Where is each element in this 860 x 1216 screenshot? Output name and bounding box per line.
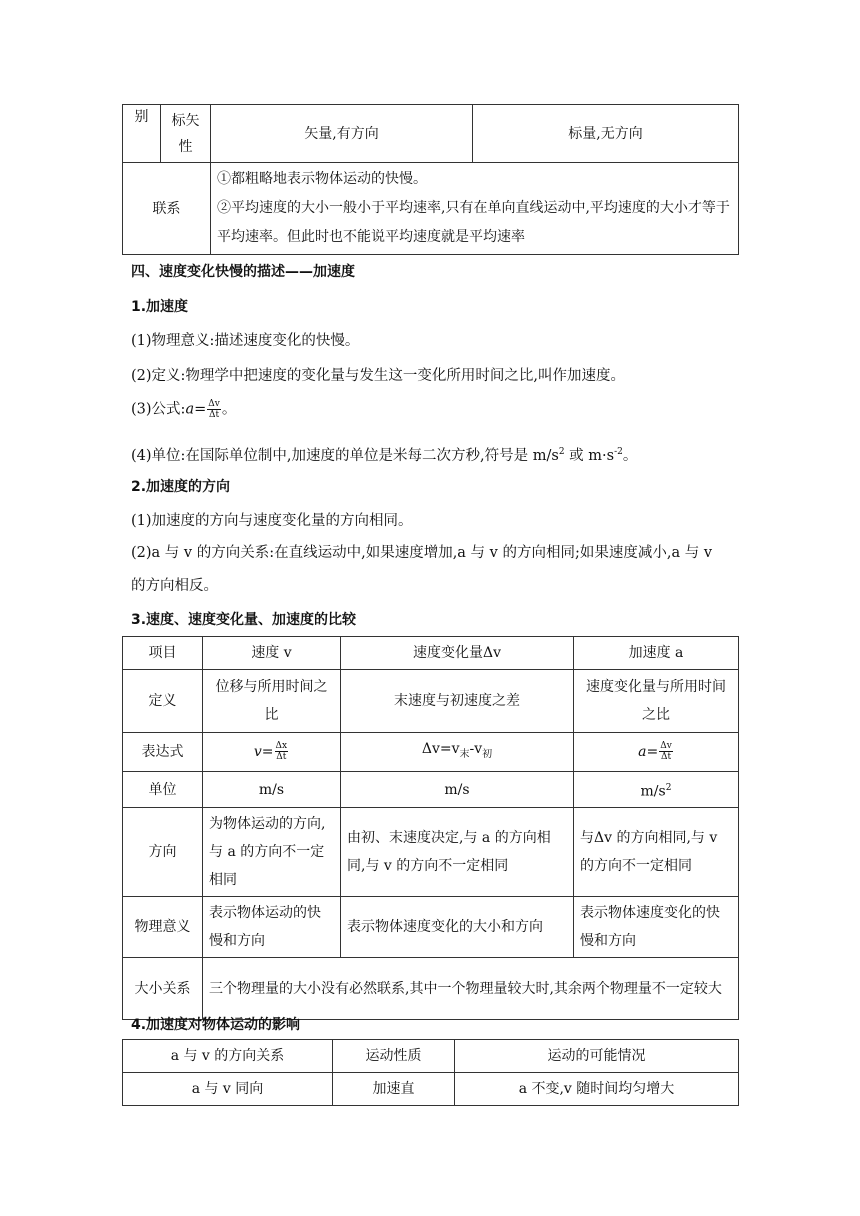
- subheading-comparison: 3.速度、速度变化量、加速度的比较: [131, 612, 357, 628]
- expr-dv-main: Δv=v: [421, 741, 460, 757]
- subheading-direction: 2.加速度的方向: [131, 479, 231, 495]
- expr-v-num: Δx: [275, 741, 288, 752]
- unit-ms2: m/s: [532, 447, 559, 464]
- expr-velocity: [203, 733, 341, 772]
- effect-header-relation: a 与 v 的方向关系: [123, 1040, 333, 1073]
- label-meaning: 物理意义: [123, 897, 203, 958]
- section-heading-4: 四、速度变化快慢的描述——加速度: [131, 264, 355, 280]
- effect-row1-motion: 加速直: [333, 1073, 455, 1106]
- header-velocity: 速度 v: [203, 637, 341, 670]
- header-acceleration: 加速度 a: [574, 637, 739, 670]
- formula-prefix: (3)公式:: [131, 401, 186, 418]
- para-formula: [131, 399, 236, 420]
- effect-table: [122, 1039, 739, 1106]
- para-direction-2-line2: 的方向相反。: [131, 578, 218, 594]
- para-unit: [131, 442, 637, 466]
- cell-vector: 矢量,有方向: [211, 105, 473, 163]
- expr-dv-mid: -v: [469, 741, 483, 757]
- para-direction-2-line1: (2)a 与 v 的方向关系:在直线运动中,如果速度增加,a 与 v 的方向相同;如果速度减小,a 与 v: [131, 545, 713, 561]
- subheading-acceleration: 1.加速度: [131, 299, 189, 315]
- expr-a-num: Δv: [660, 741, 672, 752]
- effect-row1-cases: a 不变,v 随时间均匀增大: [455, 1073, 739, 1106]
- dir-delta-v: 由初、末速度决定,与 a 的方向相同,与 v 的方向不一定相同: [341, 808, 574, 897]
- unit-ms-2: m·s: [588, 447, 615, 464]
- cell-lianxi-content: [211, 163, 739, 255]
- unit-a-base: m/s: [640, 783, 666, 800]
- size-relation-text: 三个物理量的大小没有必然联系,其中一个物理量较大时,其余两个物理量不一定较大: [203, 958, 739, 1020]
- para-direction-1: (1)加速度的方向与速度变化量的方向相同。: [131, 513, 413, 529]
- unit-end: 。: [622, 447, 638, 464]
- effect-header-cases: 运动的可能情况: [455, 1040, 739, 1073]
- expr-v-lhs: v=: [253, 743, 274, 760]
- unit-or: 或: [564, 447, 589, 464]
- expr-dv-sub-start: 初: [482, 748, 493, 760]
- unit-delta-v: m/s: [341, 771, 574, 808]
- unit-prefix: (4)单位:在国际单位制中,加速度的单位是米每二次方秒,符号是: [131, 447, 533, 464]
- expr-acceleration: [574, 733, 739, 772]
- label-size-relation: 大小关系: [123, 958, 203, 1020]
- formula-eq: =: [194, 401, 207, 418]
- formula-denominator: Δt: [208, 410, 220, 420]
- label-definition: 定义: [123, 670, 203, 733]
- unit-a-sup: 2: [665, 782, 672, 793]
- meaning-acceleration: 表示物体速度变化的快慢和方向: [574, 897, 739, 958]
- header-item: 项目: [123, 637, 203, 670]
- meaning-velocity: 表示物体运动的快慢和方向: [203, 897, 341, 958]
- cell-scalar: 标量,无方向: [473, 105, 739, 163]
- def-delta-v: 末速度与初速度之差: [341, 670, 574, 733]
- label-expression: 表达式: [123, 733, 203, 772]
- unit-acceleration: [574, 771, 739, 808]
- top-comparison-table: [122, 104, 739, 255]
- subheading-effect: 4.加速度对物体运动的影响: [131, 1017, 301, 1033]
- unit-ms2-sup: 2: [558, 447, 565, 457]
- expr-v-fraction: [275, 741, 289, 762]
- expr-delta-v: [341, 733, 574, 772]
- meaning-delta-v: 表示物体速度变化的大小和方向: [341, 897, 574, 958]
- para-definition: (2)定义:物理学中把速度的变化量与发生这一变化所用时间之比,叫作加速度。: [131, 368, 626, 384]
- formula-numerator: Δv: [208, 399, 220, 409]
- cell-lianxi: 联系: [123, 163, 211, 255]
- expr-v-den: Δt: [276, 752, 287, 763]
- para-physical-meaning: (1)物理意义:描述速度变化的快慢。: [131, 333, 360, 349]
- dir-velocity: 为物体运动的方向,与 a 的方向不一定相同: [203, 808, 341, 897]
- label-direction: 方向: [123, 808, 203, 897]
- header-delta-v: 速度变化量Δv: [341, 637, 574, 670]
- effect-row1-relation: a 与 v 同向: [123, 1073, 333, 1106]
- label-unit: 单位: [123, 771, 203, 808]
- effect-header-motion: 运动性质: [333, 1040, 455, 1073]
- formula-fraction: [207, 399, 221, 420]
- unit-ms-2-sup: -2: [614, 447, 623, 457]
- formula-var: a: [185, 401, 195, 418]
- unit-velocity: m/s: [203, 771, 341, 808]
- expr-a-fraction: [659, 741, 673, 762]
- dir-acceleration: 与Δv 的方向相同,与 v 的方向不一定相同: [574, 808, 739, 897]
- cell-biaoshi: 标矢性: [161, 105, 211, 163]
- formula-end: 。: [221, 401, 237, 418]
- expr-a-lhs: a=: [638, 743, 659, 760]
- def-velocity: 位移与所用时间之比: [203, 670, 341, 733]
- expr-dv-sub-end: 末: [459, 748, 470, 760]
- lianxi-point-1: ①都粗略地表示物体运动的快慢。: [217, 171, 427, 187]
- expr-a-den: Δt: [660, 752, 672, 763]
- lianxi-point-2: ②平均速度的大小一般小于平均速率,只有在单向直线运动中,平均速度的大小才等于平均速率。但此时也不能说平均速度就是平均速率: [217, 200, 730, 245]
- cell-bie: 别: [123, 105, 161, 163]
- velocity-comparison-table: [122, 636, 739, 1020]
- def-acceleration: 速度变化量与所用时间之比: [574, 670, 739, 733]
